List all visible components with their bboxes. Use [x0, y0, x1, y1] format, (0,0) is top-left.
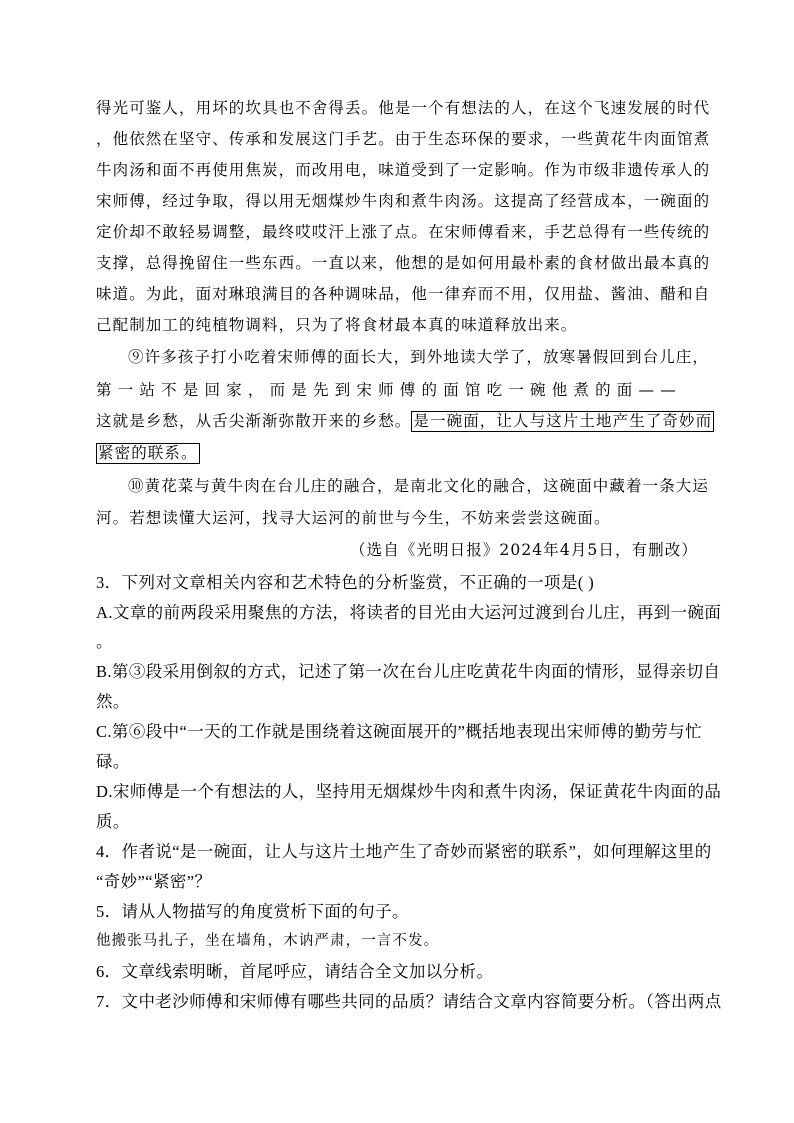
passage-line: 定价却不敢轻易调整，最终哎哎汗上涨了点。在宋师傅看来，手艺总得有一些传统的 — [96, 223, 711, 241]
passage-line — [96, 441, 698, 463]
passage-line: ⑩黄花菜与黄牛肉在台儿庄的融合，是南北文化的融合，这碗面中藏着一条大运 — [128, 477, 710, 495]
option-d: D.宋师傅是一个有想法的人，坚持用无烟煤炒牛肉和煮牛肉汤，保证黄花牛肉面的品 — [96, 782, 722, 801]
passage-line: 味道。为此，面对琳琅满目的各种调味品，他一律弃而不用，仅用盐、酱油、醋和自 — [96, 285, 711, 303]
passage-line: 第一站不是回家，而是先到宋师傅的面馆吃一碗他煮的面—— — [96, 381, 682, 399]
question-stem-cont: “奇妙”“紧密”？ — [96, 872, 212, 891]
option-b: B.第③段采用倒叙的方式，记述了第一次在台儿庄吃黄花牛肉面的情形，显得亲切自 — [96, 662, 721, 681]
passage-line: ，他依然在坚守、传承和发展这门手艺。由于生态环保的要求，一些黄花牛肉面馆煮 — [96, 130, 711, 148]
option-c-cont: 碌。 — [96, 752, 130, 771]
option-a-cont: 。 — [96, 632, 113, 651]
question-stem: 4．作者说“是一碗面，让人与这片土地产生了奇妙而紧密的联系”，如何理解这里的 — [96, 842, 712, 861]
option-d-cont: 质。 — [96, 812, 130, 831]
question-stem: 7．文中老沙师傅和宋师傅有哪些共同的品质？请结合文章内容简要分析。（答出两点 — [96, 992, 722, 1011]
passage-line: ⑨许多孩子打小吃着宋师傅的面长大，到外地读大学了，放寒暑假回到台儿庄， — [128, 348, 710, 366]
passage-line: 河。若想读懂大运河，找寻大运河的前世与今生，不妨来尝尝这碗面。 — [96, 509, 611, 527]
highlighted-sentence-box: 是一碗面，让人与这片土地产生了奇妙而 — [413, 412, 713, 430]
quoted-sentence: 他搬张马扎子，坐在墙角，木讷严肃，一言不发。 — [96, 933, 440, 949]
passage-line — [96, 409, 713, 431]
question-stem: 6．文章线索明晰，首尾呼应，请结合全文加以分析。 — [96, 962, 494, 981]
passage-text: 这就是乡愁，从舌尖渐渐弥散开来的乡愁。 — [96, 412, 412, 430]
passage-line: 得光可鉴人，用坏的坎具也不舍得丢。他是一个有想法的人，在这个飞速发展的时代 — [96, 99, 711, 117]
passage-line: 宋师傅，经过争取，得以用无烟煤炒牛肉和煮牛肉汤。这提高了经营成本，一碗面的 — [96, 192, 711, 210]
passage-line: 支撑，总得挽留住一些东西。一直以来，他想的是如何用最朴素的食材做出最本真的 — [96, 254, 711, 272]
question-stem: 5．请从人物描写的角度赏析下面的句子。 — [96, 902, 409, 921]
option-c: C.第⑥段中“一天的工作就是围绕着这碗面展开的”概括地表现出宋师傅的勤劳与忙 — [96, 722, 702, 741]
option-b-cont: 然。 — [96, 692, 130, 711]
option-a: A.文章的前两段采用聚焦的方法，将读者的目光由大运河过渡到台儿庄，再到一碗面 — [96, 603, 722, 622]
source-citation: （选自《光明日报》2024年4月5日，有删改） — [350, 541, 698, 559]
question-stem: 3．下列对文章相关内容和艺术特色的分析鉴赏，不正确的一项是( ) — [96, 573, 595, 592]
passage-line: 己配制加工的纯植物调料，只为了将食材最本真的味道释放出来。 — [96, 316, 578, 334]
highlighted-sentence-box: 紧密的联系。 — [98, 444, 198, 462]
passage-line: 牛肉汤和面不再使用焦炭，而改用电，味道受到了一定影响。作为市级非遗传承人的 — [96, 161, 711, 179]
